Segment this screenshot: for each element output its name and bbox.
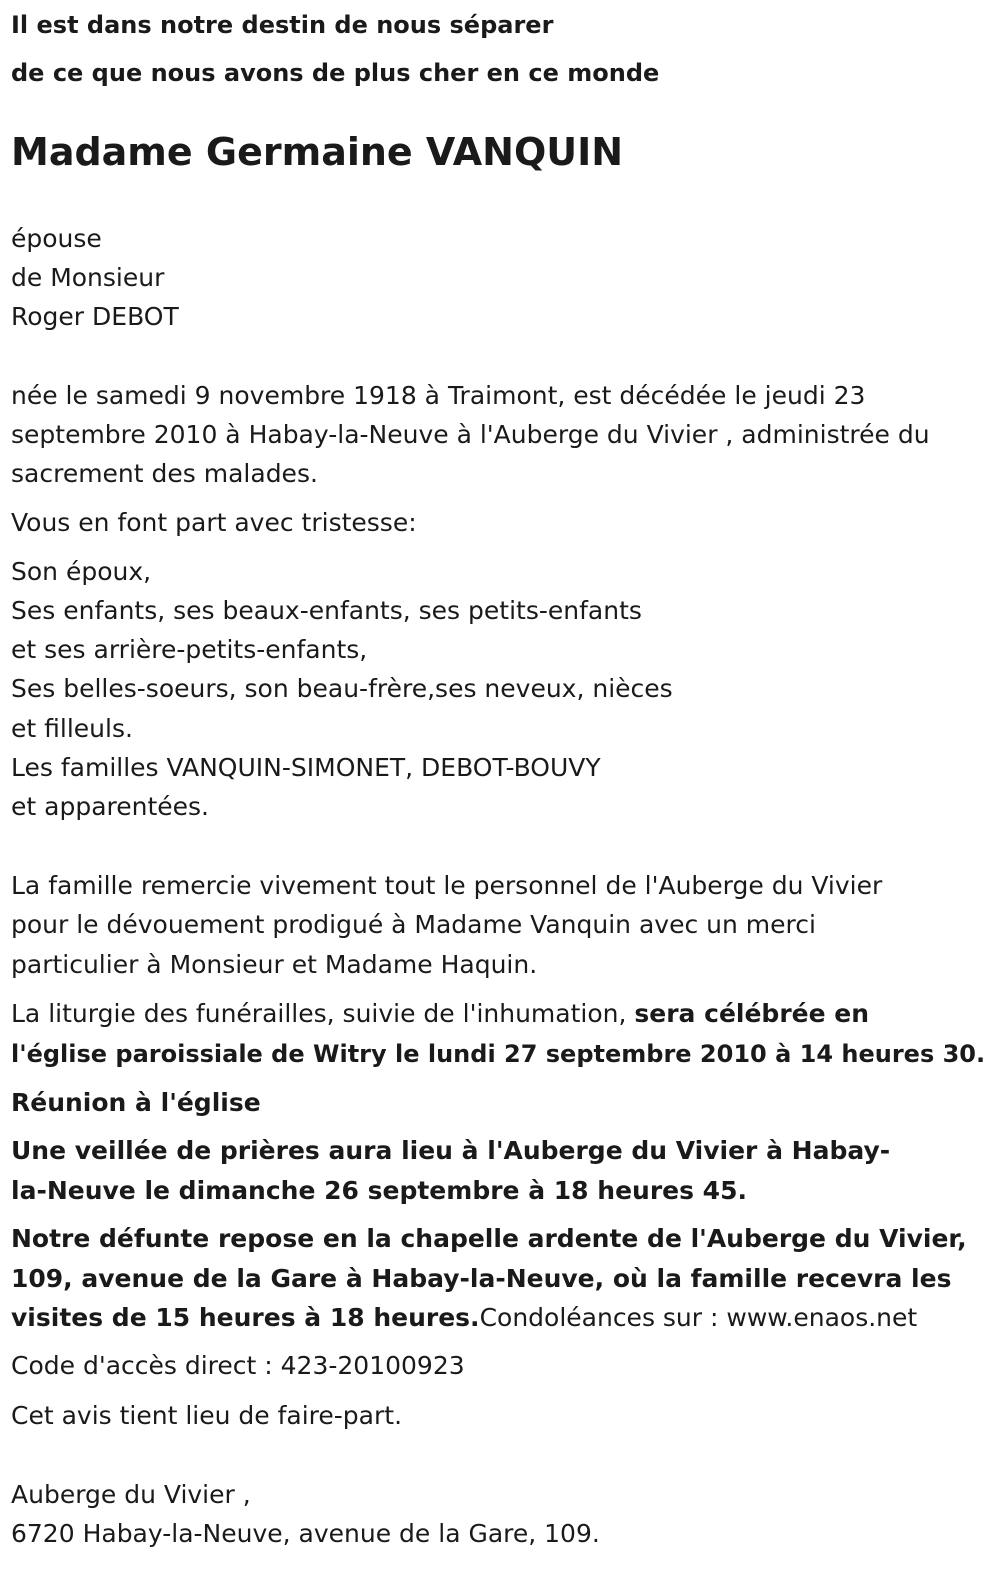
reunion-heading: Réunion à l'église (11, 1088, 261, 1117)
notice-text: Cet avis tient lieu de faire-part. (11, 1401, 403, 1430)
liturgy-line-2: l'église paroissiale de Witry le lundi 27 septembre 2010 à 14 heures 30. (11, 1040, 986, 1068)
access-code: Code d'accès direct : 423-20100923 (11, 1351, 465, 1380)
liturgy-line-1 (11, 999, 869, 1029)
vigil-line-1: Une veillée de prières aura lieu à l'Auberge du Vivier à Habay- (11, 1136, 891, 1165)
visits-hours-text: visites de 15 heures à 18 heures. (11, 1303, 480, 1332)
birth-death-line-3: sacrement des malades. (11, 459, 318, 488)
spouse-line-3: Roger DEBOT (11, 302, 179, 331)
vigil-line-2: la-Neuve le dimanche 26 septembre à 18 heures 45. (11, 1176, 747, 1205)
liturgy-bold-text: sera célébrée en (634, 999, 870, 1028)
liturgy-plain-text: La liturgie des funérailles, suivie de l'inhumation, (11, 999, 635, 1028)
family-line-7: et apparentées. (11, 792, 209, 821)
announcement: Vous en font part avec tristesse: (11, 508, 417, 537)
family-line-3: et ses arrière-petits-enfants, (11, 635, 368, 664)
rest-line-2: 109, avenue de la Gare à Habay-la-Neuve, où la famille recevra les (11, 1264, 952, 1293)
intro-line-1: Il est dans notre destin de nous séparer (11, 11, 554, 39)
thanks-line-2: pour le dévouement prodigué à Madame Vanquin avec un merci (11, 910, 816, 939)
deceased-name: Madame Germaine VANQUIN (11, 130, 624, 174)
rest-line-3 (11, 1303, 917, 1333)
intro-line-2: de ce que nous avons de plus cher en ce monde (11, 59, 660, 87)
birth-death-line-1: née le samedi 9 novembre 1918 à Traimont, est décédée le jeudi 23 (11, 381, 866, 410)
family-line-4: Ses belles-soeurs, son beau-frère,ses neveux, nièces (11, 674, 673, 703)
spouse-line-2: de Monsieur (11, 263, 165, 292)
family-line-1: Son époux, (11, 557, 152, 586)
rest-line-1: Notre défunte repose en la chapelle ardente de l'Auberge du Vivier, (11, 1224, 967, 1253)
family-line-5: et filleuls. (11, 714, 133, 743)
condolences-text: Condoléances sur : www.enaos.net (479, 1303, 918, 1332)
thanks-line-1: La famille remercie vivement tout le personnel de l'Auberge du Vivier (11, 871, 883, 900)
thanks-line-3: particulier à Monsieur et Madame Haquin. (11, 950, 538, 979)
address-line-2: 6720 Habay-la-Neuve, avenue de la Gare, 109. (11, 1519, 600, 1548)
family-line-6: Les familles VANQUIN-SIMONET, DEBOT-BOUVY (11, 753, 601, 782)
birth-death-line-2: septembre 2010 à Habay-la-Neuve à l'Auberge du Vivier , administrée du (11, 420, 930, 449)
address-line-1: Auberge du Vivier , (11, 1480, 251, 1509)
family-line-2: Ses enfants, ses beaux-enfants, ses petits-enfants (11, 596, 642, 625)
spouse-line-1: épouse (11, 224, 102, 253)
